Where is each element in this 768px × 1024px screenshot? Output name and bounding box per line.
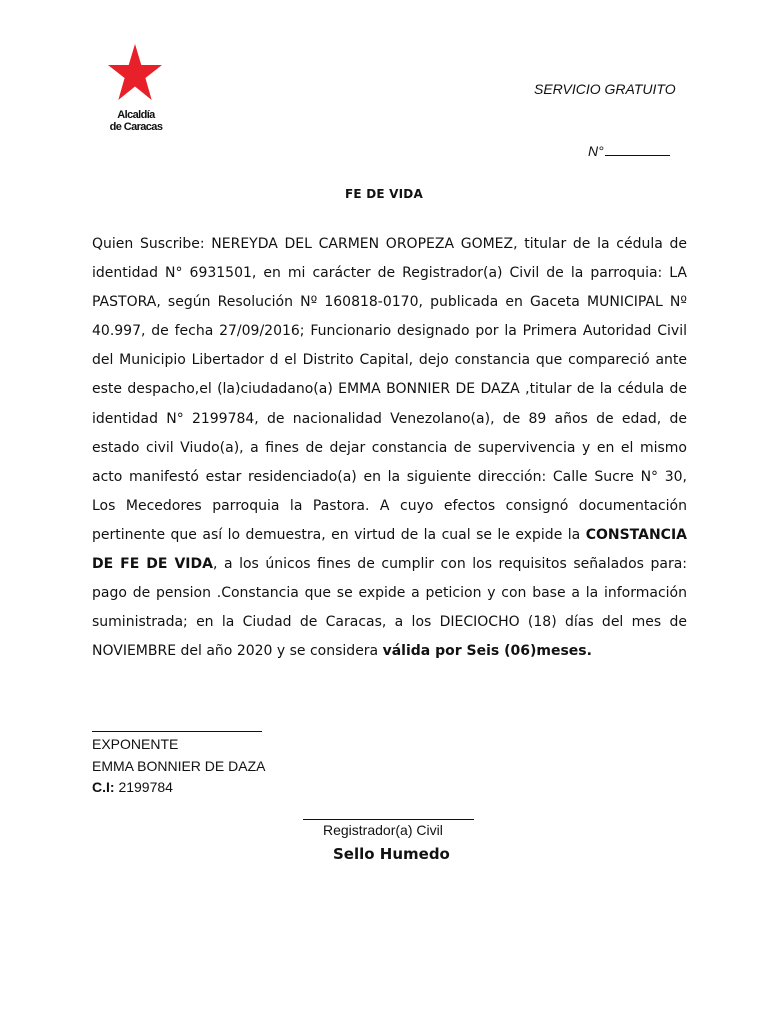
body-bold-constancia: CONSTANCIA DE FE DE VIDA [92,526,687,573]
registrador-signature-line [303,819,474,820]
alcaldia-logo [104,44,168,140]
document-number-blank [605,143,670,156]
ci-label: C.I: [92,779,115,795]
registrador-role: Registrador(a) Civil [323,822,443,838]
logo-text [104,109,168,133]
logo-line-1: Alcaldía [117,109,155,121]
ci-value: 2199784 [114,779,173,795]
exponente-ci [92,779,173,795]
logo-line-2: de Caracas [109,121,163,133]
document-body [92,230,687,666]
exponente-signature-line [92,731,262,732]
exponente-role: EXPONENTE [92,736,179,752]
document-number-label: N° [588,143,604,159]
body-bold-validez: válida por Seis (06)meses. [382,643,592,660]
body-part-2: , a los únicos fines de cumplir con los requisitos señalados para: pago de pension .Constancia que se expide a peticion y con base a la información suministrada; en la Ciudad de Caracas, a los DIECIOCHO (18) días del mes de NOVIEMBRE del año 2020 y se considera [92,556,688,660]
servicio-gratuito: SERVICIO GRATUITO [534,81,676,97]
document-title: FE DE VIDA [345,187,423,201]
document-number [588,143,670,159]
sello-humedo: Sello Humedo [333,845,450,863]
exponente-name: EMMA BONNIER DE DAZA [92,758,266,774]
body-part-1: Quien Suscribe: NEREYDA DEL CARMEN OROPEZA GOMEZ, titular de la cédula de identidad N° 6931501, en mi carácter de Registrador(a) Civil de la parroquia: LA PASTORA, según Resolución Nº 160818-0170, publicada en Gaceta MUNICIPAL Nº 40.997, de fecha 27/09/2016; Funcionario designado por la Primera Autoridad Civil del Municipio Libertador d el Distrito Capital, dejo constancia que compareció ante este despacho,el (la)ciudadano(a) EMMA BONNIER DE DAZA ,titular de la cédula de identidad N° 2199784, de nacionalidad Venezolano(a), de 89 años de edad, de estado civil Viudo(a), a fines de dejar constancia de supervivencia y en el mismo acto manifestó estar residenciado(a) en la siguiente dirección: Calle Sucre N° 30, Los Mecedores parroquia la Pastora. A cuyo efectos consignó documentación pertinente que así lo demuestra, en virtud de la cual se le expide la [92,236,687,543]
star-icon [108,44,162,104]
